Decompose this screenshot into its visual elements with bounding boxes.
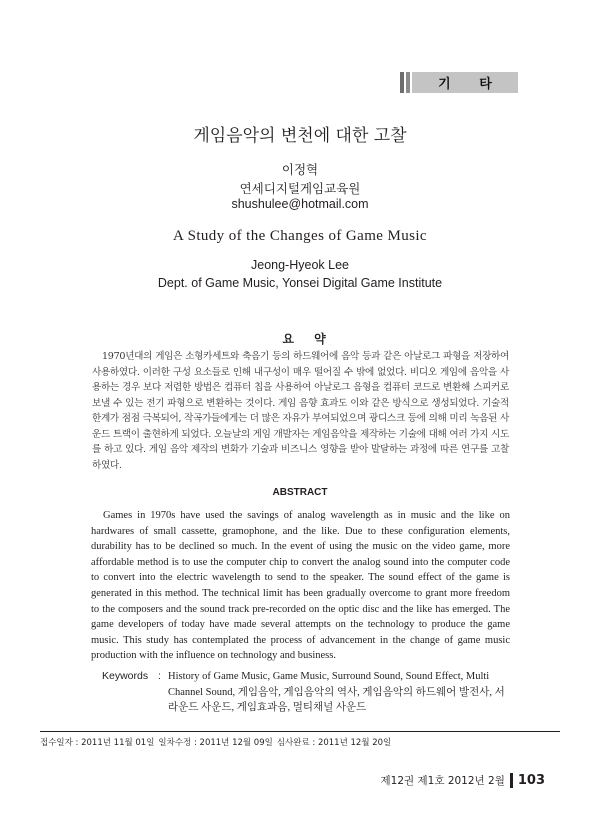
- submission-history: [40, 736, 391, 748]
- keywords-list: History of Game Music, Game Music, Surround Sound, Sound Effect, Multi Channel Sound, 게임음악, 게임음악의 역사, 게임음악의 하드웨어 발전사, 서라운드 사운드, 게임효과음, 멀티채널 사운드: [168, 671, 505, 714]
- paper-title-ko: 게임음악의 변천에 대한 고찰: [193, 126, 407, 146]
- category-label: 기 타: [412, 72, 518, 93]
- author-email: shushulee@hotmail.com: [231, 197, 369, 211]
- tag-stripe: [406, 72, 410, 93]
- author-name-en: Jeong-Hyeok Lee: [251, 258, 349, 272]
- abstract-heading-en: ABSTRACT: [272, 487, 328, 498]
- keywords-block: [102, 669, 514, 716]
- paper-title-en: A Study of the Changes of Game Music: [173, 228, 427, 244]
- page-number: 103: [517, 773, 545, 788]
- affiliation-ko: 연세디지털게임교육원: [239, 181, 361, 196]
- category-tag: [400, 72, 518, 93]
- footer-separator: [510, 773, 513, 788]
- accepted-date: 심사완료 : 2011년 12월 20일: [276, 738, 392, 748]
- received-date: 접수일자 : 2011년 11월 01일: [40, 738, 155, 748]
- abstract-heading-ko: 요 약: [282, 332, 334, 346]
- page-footer: [381, 773, 545, 788]
- abstract-body-en: Games in 1970s have used the savings of analog wavelength as in music and the like on hardwares of small cassette, gramophone, and the like. Due to these configuration elements, durability has to be declined so much. In the event of using the music on the video game, more affordable method is to use the computer chip to convert the analog sound into the computer code to convert into the electric wavelength to send to the speaker. The sound effect of the game is generated in this method. The technical limit has been gradually overcome to grant more freedom to the composers and the sound track pre-recorded on the optic disc and the like has emerged. The game developers of today have made several attempts on the technology to produce the game music. This study has contemplated the process of advancement in the change of game music production with the influence on technology and business.: [91, 510, 510, 662]
- revised-date: 일차수정 : 2011년 12월 09일: [158, 738, 273, 748]
- keywords-label: Keywords: [102, 670, 149, 682]
- tag-stripe: [400, 72, 404, 93]
- footer-divider: [40, 731, 560, 732]
- journal-issue: 제12권 제1호 2012년 2월: [380, 775, 505, 787]
- author-name-ko: 이정혁: [281, 162, 319, 177]
- affiliation-en: Dept. of Game Music, Yonsei Digital Game Institute: [157, 276, 443, 290]
- keywords-colon: :: [158, 670, 161, 682]
- abstract-body-ko: 1970년대의 게임은 소형카세트와 축음기 등의 하드웨어에 음악 등과 같은 아날로그 파형을 저장하여 사용하였다. 이러한 구성 요소들로 인해 내구성이 매우 떨어질 수 밖에 없었다. 비디오 게임에 음악을 사용하는 경우 보다 저렴한 방법은 컴퓨터 칩을 사용하여 아날로그 음형을 컴퓨터 코드로 변환해 스피커로 보낼 수 있는 전기 파형으로 변환하는 것이다. 게임 음향 효과도 이와 같은 방식으로 생성되었다. 기술적 한계가 점점 극복되어, 작곡가들에게는 더 많은 자유가 부여되었으며 광디스크 등에 의해 미리 녹음된 사운드 트랙이 출현하게 되었다. 오늘날의 게임 개발자는 게임음악을 제작하는 기술에 대해 여러 가지 시도를 하고 있다. 게임 음악 제작의 변화가 기술과 비즈니스 영향을 받아 발달하는 과정에 따른 연구를 고찰하였다.: [92, 351, 509, 471]
